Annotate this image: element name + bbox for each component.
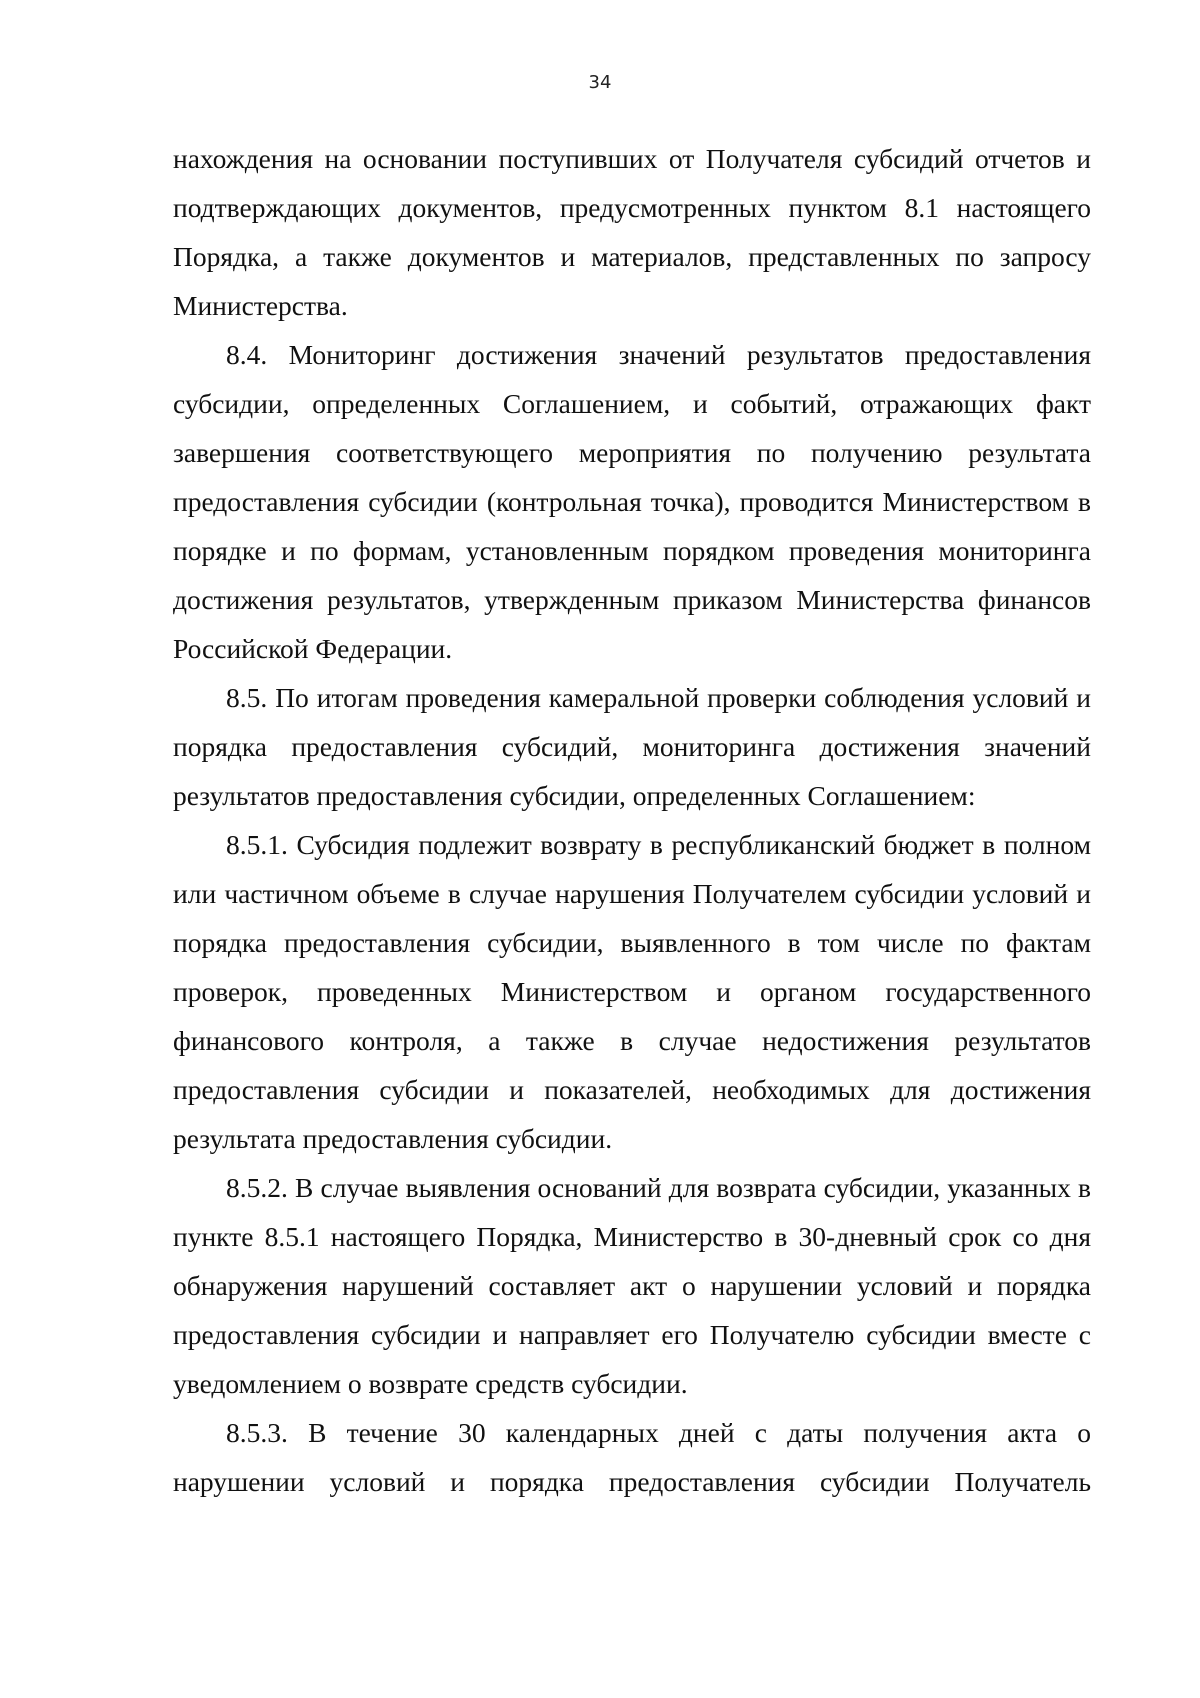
paragraph-8-5: 8.5. По итогам проведения камеральной проверки соблюдения условий и порядка предоставления субсидий, мониторинга достижения значений результатов предоставления субсидии, определенных Соглашением: — [173, 682, 1091, 811]
document-body — [173, 134, 1091, 1506]
paragraph-8-4: 8.4. Мониторинг достижения значений результатов предоставления субсидии, определенных Соглашением, и событий, отражающих факт завершения соответствующего мероприятия по получению результата предоставления субсидии (контрольная точка), проводится Министерством в порядке и по формам, установленным порядком проведения мониторинга достижения результатов, утвержденным приказом Министерства финансов Российской Федерации. — [173, 339, 1091, 664]
paragraph-8-5-1: 8.5.1. Субсидия подлежит возврату в республиканский бюджет в полном или частичном объеме в случае нарушения Получателем субсидии условий и порядка предоставления субсидии, выявленного в том числе по фактам проверок, проведенных Министерством и органом государственного финансового контроля, а также в случае недостижения результатов предоставления субсидии и показателей, необходимых для достижения результата предоставления субсидии. — [173, 829, 1091, 1154]
paragraph-8-5-2: 8.5.2. В случае выявления оснований для возврата субсидии, указанных в пункте 8.5.1 настоящего Порядка, Министерство в 30-дневный срок со дня обнаружения нарушений составляет акт о нарушении условий и порядка предоставления субсидии и направляет его Получателю субсидии вместе с уведомлением о возврате средств субсидии. — [173, 1172, 1091, 1399]
paragraph-continuation: нахождения на основании поступивших от Получателя субсидий отчетов и подтверждающих документов, предусмотренных пунктом 8.1 настоящего Порядка, а также документов и материалов, представленных по запросу Министерства. — [173, 143, 1091, 321]
paragraph-8-5-3: 8.5.3. В течение 30 календарных дней с даты получения акта о нарушении условий и порядка предоставления субсидии Получатель — [173, 1417, 1091, 1497]
page-number: 34 — [588, 72, 612, 93]
